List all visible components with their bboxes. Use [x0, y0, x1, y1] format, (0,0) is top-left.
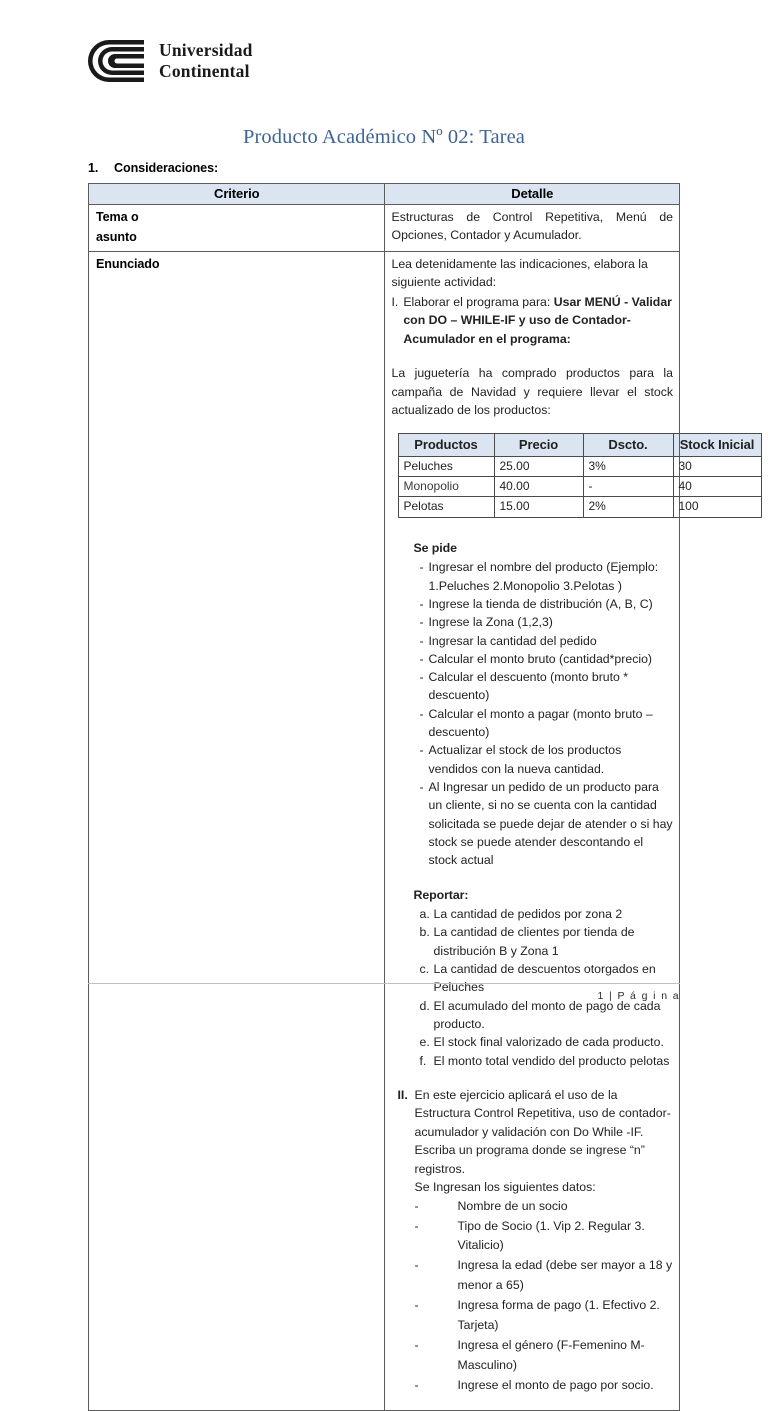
row-label-tema-line2: asunto — [96, 229, 137, 244]
dash-marker: - — [414, 1218, 419, 1233]
list-item — [414, 741, 674, 778]
row-label-enunciado-line1: Enunciado — [96, 257, 160, 272]
list-item-text: Ingresar la cantidad del pedido — [428, 633, 597, 648]
enunciado-item-ii-label: II. — [397, 1087, 408, 1102]
list-item — [414, 705, 674, 742]
item-ii-line2: Escriba un programa donde se ingrese “n” registros. — [414, 1143, 645, 1176]
list-item — [414, 1033, 674, 1051]
datos-list — [392, 1197, 674, 1396]
section-number: 1. — [88, 161, 99, 175]
list-item-text: Calcular el descuento (monto bruto * descuento) — [428, 670, 629, 703]
list-item-text: Calcular el monto a pagar (monto bruto – descuento) — [428, 706, 653, 740]
list-item-text: Ingresa forma de pago (1. Efectivo 2. Tarjeta) — [457, 1298, 660, 1333]
dash-marker: - — [414, 1298, 419, 1313]
spacer-5 — [392, 1070, 674, 1086]
spacer-2 — [392, 420, 674, 433]
dash-marker: - — [414, 1377, 419, 1392]
enunciado-item-i-text — [403, 293, 673, 348]
list-item — [392, 1256, 674, 1296]
dash-marker: - — [419, 633, 424, 648]
dash-marker: - — [414, 1337, 419, 1352]
reportar-block — [392, 886, 674, 1070]
jugueteria-paragraph: La juguetería ha comprado productos para la campaña de Navidad y requiere llevar el stock actualizado de los productos: — [391, 366, 673, 418]
logo-line-continental: Continental — [159, 61, 250, 81]
reportar-title: Reportar: — [413, 887, 469, 902]
tema-text: Estructuras de Control Repetitiva, Menú de Opciones, Contador y Acumulador. — [391, 210, 673, 243]
letter-marker: b. — [419, 925, 430, 940]
row-detail-tema — [384, 205, 680, 252]
section-heading-consideraciones — [88, 161, 680, 175]
list-item — [392, 1197, 674, 1217]
row-label-enunciado — [89, 252, 385, 1411]
products-col-productos: Productos — [398, 433, 494, 457]
se-pide-title: Se pide — [413, 540, 457, 555]
products-cell-dscto: 2% — [583, 497, 673, 517]
letter-marker: d. — [419, 998, 430, 1013]
products-cell-precio: 15.00 — [494, 497, 583, 517]
products-cell-precio: 40.00 — [494, 477, 583, 497]
list-item-text: Actualizar el stock de los productos vendidos con la nueva cantidad. — [428, 743, 622, 776]
section-title: Consideraciones: — [114, 161, 219, 175]
column-header-detalle: Detalle — [384, 184, 680, 205]
list-item-text: El acumulado del monto de pago de cada producto. — [433, 998, 661, 1032]
list-item-text: Tipo de Socio (1. Vip 2. Regular 3. Vitalicio) — [457, 1218, 645, 1253]
list-item-text: La cantidad de pedidos por zona 2 — [433, 907, 623, 922]
table-header-row — [89, 184, 680, 205]
products-header-row — [398, 433, 761, 457]
dash-marker: - — [419, 596, 424, 611]
list-item-text: Nombre de un socio — [457, 1198, 568, 1213]
products-row — [398, 477, 761, 497]
row-label-tema — [89, 205, 385, 252]
list-item-text: La cantidad de clientes por tienda de distribución B y Zona 1 — [433, 925, 635, 958]
list-item-text: Ingresar el nombre del producto (Ejemplo: 1.Peluches 2.Monopolio 3.Pelotas ) — [428, 560, 659, 593]
list-item — [414, 997, 674, 1034]
row-label-tema-line1: Tema o — [96, 210, 139, 224]
list-item-text: Ingresa la edad (debe ser mayor a 18 y menor a 65) — [457, 1258, 673, 1293]
enunciado-lead: Lea detenidamente las indicaciones, elabora la siguiente actividad: — [391, 257, 648, 290]
dash-marker: - — [419, 615, 424, 630]
list-item — [414, 595, 674, 613]
table-row-enunciado — [89, 252, 680, 1411]
dash-marker: - — [419, 780, 424, 794]
universidad-continental-logo-icon — [88, 40, 146, 82]
row-detail-enunciado — [384, 252, 755, 1411]
document-header — [88, 0, 680, 92]
se-pide-list — [414, 558, 674, 869]
dash-marker: - — [419, 560, 424, 575]
products-cell-stock: 30 — [673, 457, 761, 477]
list-item-text: Ingrese el monto de pago por socio. — [457, 1377, 654, 1392]
enunciado-item-ii-text: En este ejercicio aplicará el uso de la Estructura Control Repetitiva, uso de contador-acumulador y validación con Do While -IF. — [414, 1087, 671, 1139]
table-row-tema — [89, 205, 680, 252]
letter-marker: e. — [419, 1035, 430, 1050]
products-table — [398, 433, 762, 518]
list-item-text: La cantidad de descuentos otorgados en Peluches — [433, 962, 656, 995]
products-cell-stock: 40 — [673, 477, 761, 497]
products-cell-nombre: Peluches — [398, 457, 494, 477]
list-item-text: Ingrese la Zona (1,2,3) — [428, 615, 553, 630]
dash-marker: - — [419, 670, 424, 685]
list-item — [414, 778, 674, 870]
spacer-1 — [392, 348, 674, 364]
enunciado-item-i-label: I. — [391, 294, 399, 309]
se-pide-block — [392, 539, 674, 870]
enunciado-item-ii — [392, 1086, 674, 1141]
dash-marker: - — [419, 651, 424, 666]
page-title: Producto Académico Nº 02: Tarea — [242, 126, 526, 148]
list-item — [414, 558, 674, 595]
page-number: 1 | P á g i n a — [597, 990, 680, 1002]
list-item-text: Al Ingresar un pedido de un producto para un cliente, si no se cuenta con la cantidad solicitada se puede dejar de atender o si hay stock se puede atender descontando el stock actual — [428, 780, 673, 868]
dash-marker: - — [419, 706, 424, 721]
list-item — [414, 650, 674, 668]
enunciado-item-ii-continuation — [392, 1141, 674, 1196]
products-col-precio: Precio — [494, 433, 583, 457]
list-item — [392, 1336, 674, 1376]
spacer-3 — [392, 518, 674, 539]
products-col-stock: Stock Inicial — [673, 433, 761, 457]
list-item-text: El monto total vendido del producto pelotas — [433, 1053, 670, 1068]
page-footer — [88, 983, 680, 1002]
list-item — [414, 668, 674, 705]
products-cell-precio: 25.00 — [494, 457, 583, 477]
list-item — [392, 1217, 674, 1257]
enunciado-item-i-bold: Usar MENÚ - Validar con DO – WHILE-IF y uso de Contador-Acumulador en el programa: — [403, 294, 672, 346]
list-item — [392, 1376, 674, 1396]
list-item — [414, 613, 674, 631]
list-item — [414, 923, 674, 960]
dash-marker: - — [414, 1258, 419, 1273]
dash-marker: - — [414, 1198, 419, 1213]
column-header-criterio: Criterio — [89, 184, 385, 205]
products-cell-nombre: Monopolio — [398, 477, 494, 497]
list-item — [414, 905, 674, 923]
letter-marker: a. — [419, 907, 430, 922]
enunciado-item-i — [392, 293, 674, 348]
products-cell-stock: 100 — [673, 497, 761, 517]
list-item — [392, 1296, 674, 1336]
products-cell-dscto: 3% — [583, 457, 673, 477]
list-item-text: Ingrese la tienda de distribución (A, B, C) — [428, 596, 653, 611]
list-item-text: Ingresa el género (F-Femenino M-Masculino) — [457, 1337, 645, 1372]
item-ii-line3: Se Ingresan los siguientes datos: — [414, 1180, 596, 1195]
products-col-dscto: Dscto. — [583, 433, 673, 457]
list-item — [414, 1052, 674, 1070]
footer-divider — [88, 983, 680, 984]
list-item — [414, 632, 674, 650]
enunciado-item-i-normal: Elaborar el programa para: — [403, 294, 554, 309]
letter-marker: f. — [419, 1053, 427, 1068]
products-cell-nombre: Pelotas — [398, 497, 494, 517]
products-row — [398, 497, 761, 517]
logo-wordmark — [159, 40, 253, 83]
list-item-text: El stock final valorizado de cada producto. — [433, 1035, 664, 1050]
dash-marker: - — [419, 743, 424, 758]
products-row — [398, 457, 761, 477]
logo-line-universidad: Universidad — [159, 39, 253, 60]
criteria-table — [88, 183, 755, 1411]
products-cell-dscto: - — [583, 477, 673, 497]
list-item-text: Calcular el monto bruto (cantidad*precio) — [428, 651, 653, 666]
letter-marker: c. — [419, 962, 430, 977]
spacer-4 — [392, 870, 674, 886]
